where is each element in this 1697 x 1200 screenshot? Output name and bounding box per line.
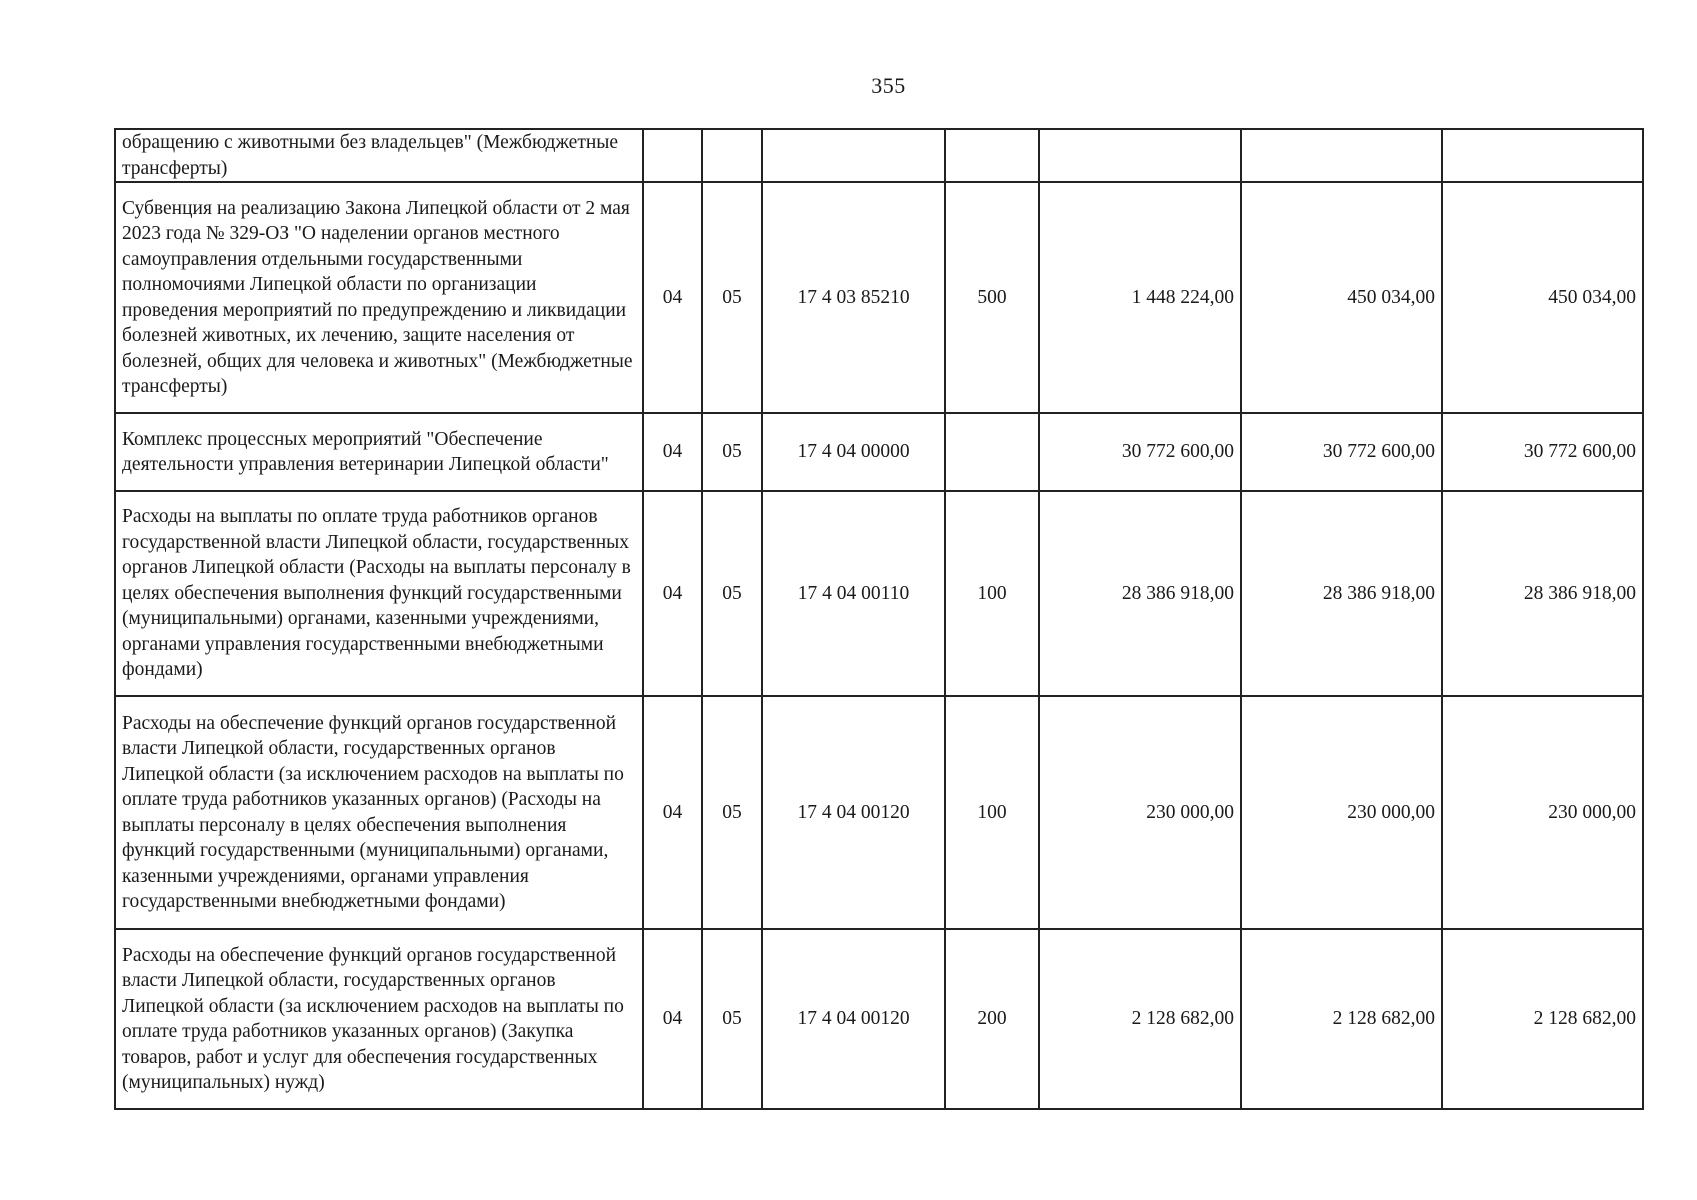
page-number: 355 xyxy=(871,73,906,98)
sum-1-cell: 230 000,00 xyxy=(1039,696,1241,929)
sum-1-cell: 28 386 918,00 xyxy=(1039,491,1241,696)
table-row xyxy=(115,929,1643,1109)
expense-type-cell: 500 xyxy=(945,182,1039,413)
table-row xyxy=(115,696,1643,929)
sum-1-cell: 2 128 682,00 xyxy=(1039,929,1241,1109)
subsection-cell: 05 xyxy=(702,696,762,929)
target-article-cell: 17 4 04 00000 xyxy=(762,413,945,491)
budget-table xyxy=(114,128,1644,1110)
subsection-cell: 05 xyxy=(702,929,762,1109)
target-article-cell: 17 4 04 00120 xyxy=(762,696,945,929)
sum-2-cell: 2 128 682,00 xyxy=(1241,929,1442,1109)
row-description: Расходы на выплаты по оплате труда работников органов государственной власти Липецкой области, государственных органов Липецкой области (Расходы на выплаты персоналу в целях обеспечения выполнения функций государственными (муниципальными) органами, казенными учреждениями, органами управления государственными внебюджетными фондами) xyxy=(115,491,643,696)
table-row xyxy=(115,182,1643,413)
sum-2-cell: 28 386 918,00 xyxy=(1241,491,1442,696)
sum-3-cell xyxy=(1442,129,1643,182)
table-row xyxy=(115,413,1643,491)
section-cell: 04 xyxy=(643,929,702,1109)
sum-2-cell: 230 000,00 xyxy=(1241,696,1442,929)
sum-3-cell: 28 386 918,00 xyxy=(1442,491,1643,696)
subsection-cell xyxy=(702,129,762,182)
expense-type-cell: 100 xyxy=(945,696,1039,929)
row-description: Комплекс процессных мероприятий "Обеспечение деятельности управления ветеринарии Липецкой области" xyxy=(115,413,643,491)
sum-3-cell: 30 772 600,00 xyxy=(1442,413,1643,491)
expense-type-cell xyxy=(945,129,1039,182)
subsection-cell: 05 xyxy=(702,413,762,491)
row-description: обращению с животными без владельцев" (Межбюджетные трансферты) xyxy=(115,129,643,182)
sum-2-cell xyxy=(1241,129,1442,182)
target-article-cell: 17 4 03 85210 xyxy=(762,182,945,413)
target-article-cell: 17 4 04 00120 xyxy=(762,929,945,1109)
target-article-cell: 17 4 04 00110 xyxy=(762,491,945,696)
sum-3-cell: 2 128 682,00 xyxy=(1442,929,1643,1109)
sum-2-cell: 30 772 600,00 xyxy=(1241,413,1442,491)
row-description: Расходы на обеспечение функций органов государственной власти Липецкой области, государственных органов Липецкой области (за исключением расходов на выплаты по оплате труда работников указанных органов) (Расходы на выплаты персоналу в целях обеспечения выполнения функций государственными (муниципальными) органами, казенными учреждениями, органами управления государственными внебюджетными фондами) xyxy=(115,696,643,929)
section-cell: 04 xyxy=(643,696,702,929)
sum-3-cell: 230 000,00 xyxy=(1442,696,1643,929)
row-description: Расходы на обеспечение функций органов государственной власти Липецкой области, государственных органов Липецкой области (за исключением расходов на выплаты по оплате труда работников указанных органов) (Закупка товаров, работ и услуг для обеспечения государственных (муниципальных) нужд) xyxy=(115,929,643,1109)
expense-type-cell: 100 xyxy=(945,491,1039,696)
sum-1-cell: 30 772 600,00 xyxy=(1039,413,1241,491)
section-cell xyxy=(643,129,702,182)
section-cell: 04 xyxy=(643,491,702,696)
sum-1-cell xyxy=(1039,129,1241,182)
subsection-cell: 05 xyxy=(702,182,762,413)
section-cell: 04 xyxy=(643,413,702,491)
sum-1-cell: 1 448 224,00 xyxy=(1039,182,1241,413)
table-row xyxy=(115,129,1643,182)
sum-3-cell: 450 034,00 xyxy=(1442,182,1643,413)
sum-2-cell: 450 034,00 xyxy=(1241,182,1442,413)
row-description: Субвенция на реализацию Закона Липецкой области от 2 мая 2023 года № 329-ОЗ "О наделении органов местного самоуправления отдельными государственными полномочиями Липецкой области по организации проведения мероприятий по предупреждению и ликвидации болезней животных, их лечению, защите населения от болезней, общих для человека и животных" (Межбюджетные трансферты) xyxy=(115,182,643,413)
section-cell: 04 xyxy=(643,182,702,413)
expense-type-cell xyxy=(945,413,1039,491)
expense-type-cell: 200 xyxy=(945,929,1039,1109)
table-row xyxy=(115,491,1643,696)
target-article-cell xyxy=(762,129,945,182)
subsection-cell: 05 xyxy=(702,491,762,696)
